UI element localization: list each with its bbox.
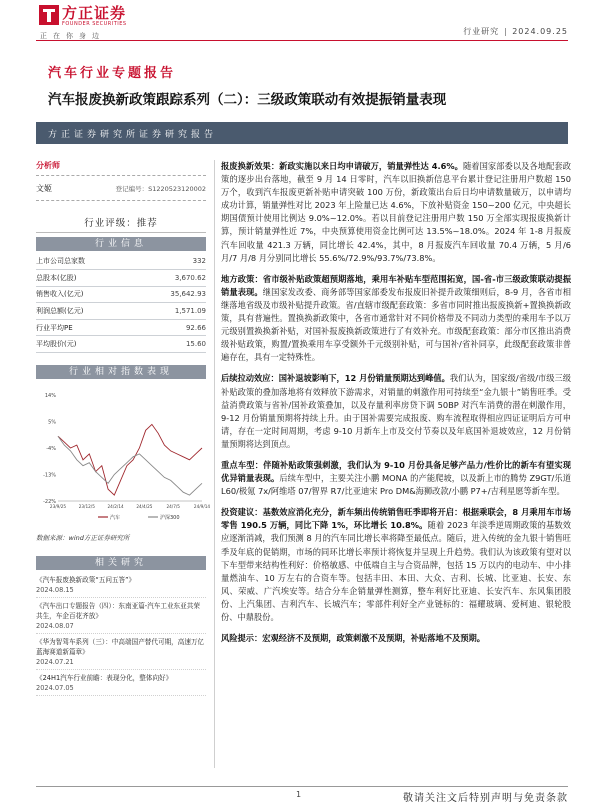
info-label: 利润总额(亿元) — [36, 303, 134, 320]
related-title: 《24H1汽车行业前瞻：表现分化，整体向好》 — [36, 674, 173, 683]
related-research-item[interactable] — [36, 634, 206, 670]
logo-cn: 方正证券 — [62, 4, 127, 22]
logo-en: FOUNDER SECURITIES — [62, 21, 127, 27]
info-value: 332 — [134, 253, 206, 270]
founder-logo-icon — [38, 4, 60, 26]
body-paragraph: 后续拉动效应：国补退坡影响下，12 月份销量预期达到峰值。我们认为，国家级/省级/市级三级补贴政策的叠加落地将有效释放下游需求，对销量的刺激作用可持续至“金九银十”销售旺季。受益消费政策与省补/国补政策叠加，以及存量利率房贷下调 50BP 对汽车消费的潜在刺激作用，9-12 月份销量预期将持续上升。由于国补需要完成报废、购车流程取得相应四证证明后方可申请，存在一定时间周期，考虑 9-10 月新车上市及交付节奏以及年底国补退坡效应，12 月份销量预期将达到顶点。 — [221, 373, 571, 449]
body-paragraph: 地方政策：省市级补贴政策超预期落地，乘用车补贴车型范围拓宽，国-省-市三级政策联动提振销量表现。继国家发改委、商务部等国家部委发布报废旧补提升政策细则后，8-9 月，各省市相继落地省级及市级补贴提升政策。省/直辖市级配套政策：多省市同时推出报废换新+置换换新政策，具有普遍性。置换换新政策中，各省市通常针对不同价格带及不同动力类型的乘用车予以万元级别置换换新补贴，对国补报废换新政策进行了有效补充。市级配套政策：部分市区推出消费级补贴政策，购置/置换乘用车享受额外千元级别补贴，可与国补/省补同享，此级配套政策非普遍存在，具有一定特殊性。 — [221, 273, 572, 363]
related-title: 《汽车出口专题报告（四）：东南亚篇-汽车工业东亚共荣共生，车企百花齐放》 — [36, 602, 200, 621]
related-research-item[interactable] — [36, 598, 206, 634]
info-row — [36, 286, 206, 303]
info-value: 3,670.62 — [134, 270, 206, 287]
chart-source: 数据来源：wind方正证券研究所 — [36, 534, 130, 543]
info-row — [36, 253, 206, 270]
column-divider — [214, 160, 215, 768]
x-tick-label: 24/4/25 — [136, 504, 153, 510]
body-paragraph: 投资建议：基数效应消化充分，新车频出传统销售旺季即将开启：根据乘联会，8 月乘用车市场零售 190.5 万辆，同比下降 1%，环比增长 10.8%。随着 2023 年淡季逆周期政策的基数效应逐渐消减，我们预测 8 月的汽车同比增长率将降至最低点。随后，进入传统的金九银十销售旺季及年底的促销期，市场的同环比增长率预计将恢复并呈现上升趋势。我们认为该政策有望对以下车型带来结构性利好：价格敏感、中低端自主与合资品牌，包括 15 万以内的电动车、中小排量燃油车、10 万左右的合资车等。包括丰田、本田、大众、吉利、长城、比亚迪、长安、东风、荣威、广汽埃安等。结合分车企销量弹性测算，整车利好比亚迪、长安汽车、东风集团股份、上汽集团、吉利汽车、长城汽车；零部件利好全产业链标的：福耀玻璃、爱柯迪、银轮股份、中鼎股份。 — [221, 507, 571, 622]
related-research-heading: 相关研究 — [36, 556, 206, 570]
report-subtitle: 汽车行业专题报告 — [48, 66, 177, 81]
info-row — [36, 336, 206, 353]
institute-banner — [36, 122, 568, 144]
header-meta — [463, 26, 568, 37]
x-tick-label: 23/12/5 — [78, 504, 95, 510]
info-value: 92.66 — [134, 319, 206, 336]
analyst-row — [36, 180, 206, 196]
report-title: 汽车报废换新政策跟踪系列（二）：三级政策联动有效提振销量表现 — [48, 92, 447, 108]
info-value: 15.60 — [134, 336, 206, 353]
info-label: 平均股价(元) — [36, 336, 134, 353]
header-divider — [36, 40, 568, 41]
info-row — [36, 303, 206, 320]
related-research-item[interactable] — [36, 670, 206, 696]
analyst-name: 文姬 — [36, 183, 52, 193]
y-tick-label: -13% — [43, 472, 56, 479]
y-tick-label: -4% — [46, 446, 56, 453]
info-row — [36, 270, 206, 287]
industry-info-table — [36, 253, 206, 353]
body-paragraph: 报废换新效果：新政实施以来日均申请破万，销量弹性达 4.6%。随着国家部委以及各地配套政策的逐步出台落地，截至 9 月 14 日零时，汽车以旧换新信息平台累计登记注册用户数超 150 万个，收到汽车报废更新补贴申请突破 100 万份，新政策出台后日均申请数量破万，以申请均成功计算，销量弹性对比 2023 年上险量已达 4.6%，下放补贴资金 150~200 亿元，中央超长期国债预计使用比例达 9.0%~12.0%。若以目前登记注册用户数 150 万全部实现报废换新计算，预计销量弹性近 7%，中央预算使用资金比例可达 13.5%~18.0%。2024 年 1-8 月报废汽车回收量 421.3 万辆，同比增长 42.4%，其中，8 月报废汽车回收量 70.4 万辆，5 月/6 月/7 月/8 月分别同比增长 55.6%/72.9%/93.7%/73.8%。 — [221, 161, 571, 263]
page-number: 1 — [296, 790, 302, 799]
y-tick-label: 5% — [48, 419, 56, 426]
y-tick-label: -22% — [43, 499, 56, 506]
related-date: 2024.08.07 — [36, 622, 74, 631]
y-tick-label: 14% — [44, 393, 56, 400]
report-body — [221, 160, 571, 653]
body-paragraph: 重点车型：伴随补贴政策强刺激，我们认为 9-10 月份具备足够产品力/性价比的新车有望实现优异销量表现。后续车型中，主要关注小鹏 MONA 的产能爬坡，以及新上市的腾势 Z9GT/乐道 L60/极氪 7x/阿维塔 07/智界 R7/比亚迪宋 Pro DM&海狮改款/小鹏 P7+/吉利星愿等新车型。 — [221, 459, 571, 497]
report-date: 2024.09.25 — [512, 27, 568, 36]
info-label: 上市公司总家数 — [36, 253, 134, 270]
related-date: 2024.07.05 — [36, 684, 74, 693]
chart-svg — [36, 389, 211, 523]
related-research-list — [36, 572, 206, 696]
x-tick-label: 23/9/25 — [49, 504, 67, 510]
related-date: 2024.08.15 — [36, 586, 74, 595]
logo-slogan: 正在你身边 — [40, 32, 105, 40]
x-tick-label: 24/7/5 — [166, 504, 180, 510]
series-line-1 — [58, 436, 202, 495]
x-tick-label: 24/9/14 — [193, 504, 211, 510]
related-title: 《汽车报废换新政策“五问五答”》 — [36, 576, 136, 585]
divider — [36, 175, 206, 176]
left-sidebar — [36, 160, 211, 696]
chart-heading: 行业相对指数表现 — [36, 365, 206, 379]
related-research-item[interactable] — [36, 572, 206, 598]
x-tick-label: 24/2/14 — [107, 504, 124, 510]
logo — [38, 4, 158, 44]
body-paragraph: 风险提示：宏观经济不及预期，政策刺激不及预期，补贴落地不及预期。 — [221, 633, 485, 644]
info-row — [36, 319, 206, 336]
industry-info-heading: 行业信息 — [36, 237, 206, 251]
analyst-registration: 登记编号：S1220523120002 — [115, 184, 206, 193]
relative-performance-chart — [36, 389, 211, 523]
legend-label: 汽车 — [110, 515, 121, 522]
banner-text: 方正证券研究所证券研究报告 — [48, 130, 218, 140]
legend-label: 沪深300 — [160, 515, 180, 522]
info-label: 销售收入(亿元) — [36, 286, 134, 303]
industry-rating: 行业评级：推荐 — [36, 215, 206, 233]
report-type: 行业研究 — [463, 27, 500, 36]
footer-divider — [36, 786, 568, 787]
info-value: 1,571.09 — [134, 303, 206, 320]
info-value: 35,642.93 — [134, 286, 206, 303]
related-title: 《华为智驾车系列（三）：中高端国产替代可期，高速万亿蓝海赛道新篇章》 — [36, 638, 205, 657]
info-label: 总股本(亿股) — [36, 270, 134, 287]
related-date: 2024.07.21 — [36, 658, 74, 667]
disclaimer-note: 敬请关注文后特别声明与免责条款 — [403, 793, 568, 804]
info-label: 行业平均PE — [36, 319, 134, 336]
divider — [36, 200, 206, 201]
analyst-label: 分析师 — [36, 161, 60, 170]
